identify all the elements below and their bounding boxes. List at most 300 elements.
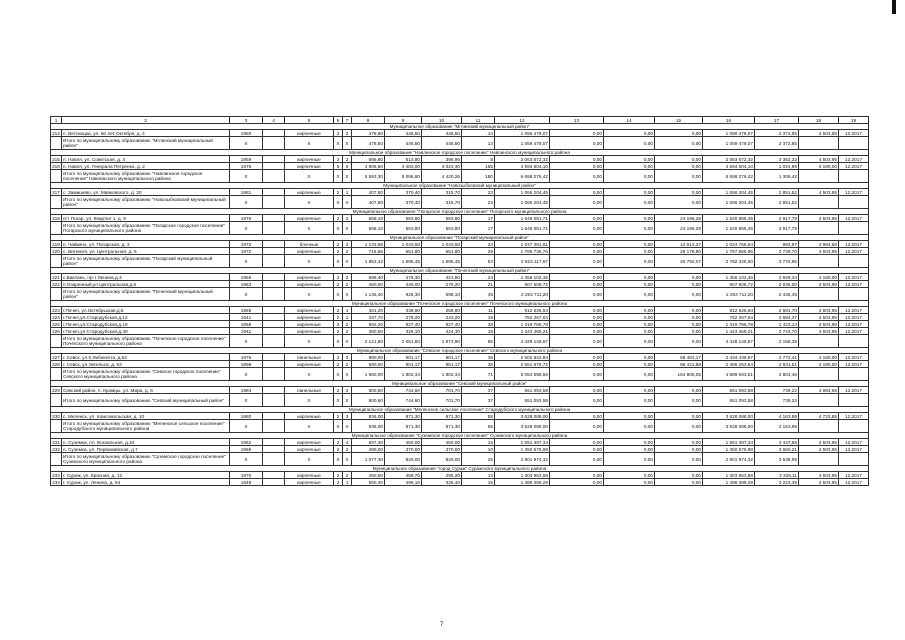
table-cell: 4 180,00 <box>799 163 839 170</box>
table-cell: 0,00 <box>604 439 655 446</box>
table-cell: 1 066 204,45 <box>495 189 550 196</box>
table-cell: 686,40 <box>352 274 385 281</box>
table-cell: 0,00 <box>604 368 655 381</box>
table-cell: 370,00 <box>422 446 462 453</box>
table-cell: 0,00 <box>655 170 703 183</box>
table-cell: 0,00 <box>604 472 655 479</box>
table-cell: 4 163,99 <box>755 413 799 420</box>
table-cell: 40 792,07 <box>655 255 703 268</box>
column-number: 9 <box>385 117 422 124</box>
table-cell: 224 <box>52 314 60 320</box>
table-cell: кирпичные <box>285 446 334 453</box>
table-cell: 0,00 <box>655 156 703 163</box>
table-cell: 1 306,42 <box>755 170 799 183</box>
table-cell: 215 <box>52 156 60 162</box>
table-cell: 2 823 117,67 <box>495 255 550 268</box>
table-cell: 1 077,30 <box>352 453 385 466</box>
table-cell: 4 503,95 <box>799 439 839 446</box>
table-cell: 1 551 397,34 <box>703 439 755 446</box>
table-cell: 1 043,68 <box>385 241 422 248</box>
table-cell: 4 503,95 <box>799 321 839 328</box>
table-cell <box>263 215 285 222</box>
table-cell <box>799 394 839 407</box>
table-cell: 1 024,89 <box>755 163 799 170</box>
table-cell: 2 <box>343 281 352 288</box>
table-cell: 0,00 <box>604 354 655 361</box>
table-cell: 0,00 <box>550 255 604 268</box>
table-row <box>51 241 869 248</box>
table-cell: 479,30 <box>385 274 422 281</box>
table-cell: Севский район, п. Кромцы, ул. Мира, д. 5 <box>62 387 230 394</box>
table-cell: X <box>230 170 263 183</box>
table-cell: X <box>230 255 263 268</box>
table-cell <box>51 137 62 150</box>
table-cell: 1962 <box>230 439 263 446</box>
table-cell: 0,00 <box>550 137 604 150</box>
table-cell: 222 <box>52 281 60 287</box>
table-cell: 1 443 469,21 <box>703 328 755 335</box>
table-cell: 613,80 <box>385 156 422 163</box>
table-cell: 2 <box>343 446 352 453</box>
table-cell: 0,00 <box>655 472 703 479</box>
table-cell: 936,00 <box>352 413 385 420</box>
table-cell: 2 694,37 <box>755 314 799 321</box>
table-cell: 1 620 855,45 <box>703 215 755 222</box>
table-cell: 1948 <box>230 479 263 486</box>
table-cell: 1 620 855,45 <box>703 222 755 235</box>
table-cell: п. Навля, ул. Советская, д. 3 <box>62 156 230 163</box>
table-cell: кирпичные <box>285 361 334 368</box>
table-cell: 2 <box>334 314 343 321</box>
table-cell: 0,00 <box>604 248 655 255</box>
table-cell: 0,00 <box>550 321 604 328</box>
table-cell <box>799 420 839 433</box>
table-cell: X <box>285 394 334 407</box>
table-cell: 871,30 <box>385 420 422 433</box>
table-cell: 0,00 <box>655 274 703 281</box>
table-row <box>51 163 869 170</box>
table-cell: 4 163,99 <box>755 420 799 433</box>
table-cell: Итого по муниципальному образованию "Погарское городское поселение" Погарского муниципального района <box>62 222 230 235</box>
table-cell: 18 <box>462 328 495 335</box>
table-cell: 2 <box>334 387 343 394</box>
table-cell <box>799 368 839 381</box>
table-cell: 450,00 <box>422 439 462 446</box>
table-cell: 315,70 <box>422 196 462 209</box>
page-number: 7 <box>440 622 444 628</box>
table-cell: 0,00 <box>655 328 703 335</box>
table-cell: кирпичные <box>285 281 334 288</box>
table-cell: 0,00 <box>604 241 655 248</box>
table-cell: Итого по муниципальному образованию "Севский муниципальный район" <box>62 394 230 407</box>
table-cell: 12.2017 <box>839 314 869 321</box>
table-cell <box>839 335 869 348</box>
table-cell <box>263 196 285 209</box>
table-cell: 4 503,95 <box>799 215 839 222</box>
table-cell: 165 <box>462 163 495 170</box>
table-cell: 0,00 <box>604 387 655 394</box>
table-cell: X <box>343 453 352 466</box>
table-cell: 2 <box>334 130 343 137</box>
table-cell: 424,30 <box>422 328 462 335</box>
table-cell: 2 <box>343 472 352 479</box>
table-cell: 4 503,95 <box>799 328 839 335</box>
table-row <box>51 472 869 479</box>
table-cell: 0,00 <box>604 222 655 235</box>
table-cell: 55 <box>462 420 495 433</box>
table-cell: 6 658 276,42 <box>703 170 755 183</box>
table-cell: 1999 <box>230 361 263 368</box>
table-cell <box>51 255 62 268</box>
table-cell: 0,00 <box>550 420 604 433</box>
table-cell: 0,00 <box>550 288 604 301</box>
table-cell: 4 906,50 <box>352 163 385 170</box>
table-cell <box>263 248 285 255</box>
table-cell: 96 421,88 <box>655 361 703 368</box>
table-cell: г.Почеп,ул.Стародубская,д.12 <box>62 314 230 321</box>
table-cell: 0,00 <box>604 394 655 407</box>
table-cell: 1959 <box>230 156 263 163</box>
table-cell: 698,10 <box>422 288 462 301</box>
table-cell: Итого по муниципальному образованию "Новозыбковский муниципальный район" <box>62 196 230 209</box>
table-cell: 0,00 <box>550 170 604 183</box>
table-cell <box>839 137 869 150</box>
table-cell: 2 063 672,32 <box>703 156 755 163</box>
table-cell: 980,00 <box>352 354 385 361</box>
section-title: Муниципальное образование "Севский муниципальный район" <box>51 381 869 387</box>
table-cell: 2 502 822,84 <box>495 354 550 361</box>
table-cell: 4 180,00 <box>799 361 839 368</box>
table-cell: 871,30 <box>422 420 462 433</box>
table-row <box>51 281 869 288</box>
table-cell: 2 <box>343 274 352 281</box>
table-cell: 13 <box>462 130 495 137</box>
table-cell: 6 <box>343 163 352 170</box>
table-cell: 2 782 325,50 <box>703 255 755 268</box>
table-cell <box>799 137 839 150</box>
table-cell: 0,00 <box>655 137 703 150</box>
table-cell: 0,00 <box>550 361 604 368</box>
table-cell <box>839 453 869 466</box>
table-cell: 4 503,95 <box>799 248 839 255</box>
column-number: 12 <box>495 117 550 124</box>
table-cell: X <box>343 170 352 183</box>
table-cell: 24 <box>462 274 495 281</box>
table-cell: 315,70 <box>422 189 462 196</box>
table-cell: 701,70 <box>422 387 462 394</box>
table-cell: 232 <box>52 446 60 452</box>
table-cell <box>839 196 869 209</box>
table-cell: X <box>334 196 343 209</box>
table-cell: Итого по муниципальному образованию "Суземское городское поселение" Суземского муниципального района <box>62 453 230 466</box>
column-number: 8 <box>352 117 385 124</box>
table-cell: 2 <box>334 307 343 314</box>
table-cell <box>263 446 285 453</box>
table-cell <box>51 420 62 433</box>
table-cell: 460,50 <box>352 472 385 479</box>
table-cell <box>263 453 285 466</box>
table-cell: 651,80 <box>422 248 462 255</box>
table-cell <box>839 368 869 381</box>
table-cell: 1 146,40 <box>352 288 385 301</box>
table-cell: 2 <box>334 439 343 446</box>
table-cell: 2 <box>334 241 343 248</box>
table-cell: 1 852,42 <box>352 255 385 268</box>
section-title: Муниципальное образование "Меленское сельское поселение" Стародубского муниципального района <box>51 407 869 413</box>
table-cell: 1 024 768,54 <box>703 241 755 248</box>
table-cell: 0,00 <box>655 413 703 420</box>
table-cell <box>799 288 839 301</box>
table-cell: X <box>230 137 263 150</box>
table-cell: 10 <box>462 446 495 453</box>
table-cell: 1 488 399,29 <box>703 479 755 486</box>
section-title: Муниципальное образование "Почепское городское поселение" Почепского муниципального района <box>51 301 869 307</box>
table-cell: 0,00 <box>604 255 655 268</box>
column-number: 6 <box>334 117 343 124</box>
table-row <box>51 156 869 163</box>
table-cell: 0,00 <box>550 354 604 361</box>
table-cell: 3 447,55 <box>755 439 799 446</box>
table-cell: 744,60 <box>385 394 422 407</box>
table-cell: X <box>343 420 352 433</box>
table-cell: 12.2017 <box>839 479 869 486</box>
table-cell: 0,00 <box>550 453 604 466</box>
table-cell: 2 <box>334 479 343 486</box>
table-cell: п. Ветлющка, ул. 60 лет Октября, д. 4 <box>62 130 230 137</box>
table-cell: 901,17 <box>385 361 422 368</box>
table-cell: 3 <box>343 354 352 361</box>
table-cell: 12.2017 <box>839 156 869 163</box>
table-cell: 12.2017 <box>839 328 869 335</box>
column-number: 3 <box>230 117 263 124</box>
table-cell: 2 743,70 <box>755 328 799 335</box>
table-cell: X <box>285 453 334 466</box>
table-cell: 0,00 <box>655 453 703 466</box>
table-cell: X <box>285 420 334 433</box>
table-cell: 1 319 786,78 <box>495 321 550 328</box>
table-cell <box>51 394 62 407</box>
table-cell: 164 905,05 <box>655 368 703 381</box>
table-cell: 446,00 <box>385 281 422 288</box>
table-cell: 4 503,95 <box>799 189 839 196</box>
table-cell: 2 <box>334 413 343 420</box>
table-cell: 0,00 <box>550 368 604 381</box>
table-cell: Итого по муниципальному образованию "Почепский муниципальный район" <box>62 288 230 301</box>
table-cell: 2 <box>334 361 343 368</box>
table-cell <box>263 368 285 381</box>
table-cell: кирпичные <box>285 130 334 137</box>
table-cell: X <box>334 453 343 466</box>
table-cell: 2 263 711,20 <box>703 288 755 301</box>
table-cell: 563,80 <box>385 215 422 222</box>
table-cell: 927,40 <box>385 321 422 328</box>
table-cell: X <box>343 394 352 407</box>
table-cell: 0,00 <box>655 479 703 486</box>
table-cell: 234 <box>52 479 60 485</box>
table-cell: 4 180,00 <box>799 354 839 361</box>
table-cell: кирпичные <box>285 274 334 281</box>
table-cell: 752 267,04 <box>495 314 550 321</box>
table-cell: 550,30 <box>352 479 385 486</box>
table-cell: 0,00 <box>604 321 655 328</box>
table-cell: 2 <box>334 472 343 479</box>
table-cell: 2 263 711,20 <box>495 288 550 301</box>
table-cell: 24 <box>462 241 495 248</box>
table-cell: 496,10 <box>385 479 422 486</box>
column-number: 19 <box>839 117 869 124</box>
table-cell: с. Витемля, ул. Центральная, д. 5 <box>62 248 230 255</box>
section-title: Муниципальное образование "Суземское городское поселение" Суземского муниципального района <box>51 433 869 439</box>
table-cell: 347,70 <box>352 314 385 321</box>
table-cell: 0,00 <box>604 314 655 321</box>
table-cell: 0,00 <box>604 196 655 209</box>
table-cell: X <box>230 368 263 381</box>
table-cell: 15 <box>462 479 495 486</box>
table-cell: 1970 <box>230 472 263 479</box>
table-cell: X <box>343 196 352 209</box>
table-cell: п.Озаренный,ул.Центральная,д.6 <box>62 281 230 288</box>
table-cell: 4 889 693,51 <box>703 368 755 381</box>
table-cell: 370,40 <box>385 189 422 196</box>
table-cell <box>263 321 285 328</box>
table-cell: 1 059 478,07 <box>495 137 550 150</box>
table-cell: 4 984,65 <box>799 387 839 394</box>
table-cell: 24 196,28 <box>655 215 703 222</box>
table-cell: 228 <box>52 361 60 367</box>
table-cell: 0,00 <box>604 420 655 433</box>
table-cell <box>263 472 285 479</box>
table-cell: 0,00 <box>655 314 703 321</box>
table-cell: X <box>343 222 352 235</box>
table-cell: X <box>343 288 352 301</box>
table-cell: г.Почеп, ул.Октябрьская,д.5 <box>62 307 230 314</box>
table-cell: 800,60 <box>352 394 385 407</box>
table-cell: 0,00 <box>655 387 703 394</box>
table-cell: 279,20 <box>385 314 422 321</box>
table-cell: 17 <box>462 215 495 222</box>
table-cell <box>263 354 285 361</box>
total-row <box>51 196 869 209</box>
table-cell <box>263 420 285 433</box>
table-cell: 12.2017 <box>839 446 869 453</box>
table-cell: 0,00 <box>655 420 703 433</box>
table-cell: 5 096,80 <box>385 170 422 183</box>
table-cell: X <box>285 288 334 301</box>
table-cell: 1 551 397,34 <box>495 439 550 446</box>
section-title: Муниципальное образование "Погарское городское поселение" Погарского муниципального района <box>51 209 869 215</box>
table-cell: 11 <box>462 307 495 314</box>
total-row <box>51 368 869 381</box>
table-cell: 1 356 102,46 <box>703 274 755 281</box>
table-cell: 1 303 963,58 <box>495 472 550 479</box>
table-cell: 4 483,00 <box>385 163 422 170</box>
table-cell: 1 645 051,71 <box>495 222 550 235</box>
table-cell: 4 503,95 <box>799 472 839 479</box>
table-cell: 12.2017 <box>839 439 869 446</box>
table-cell: 901,17 <box>422 354 462 361</box>
table-cell <box>263 170 285 183</box>
section-title: Муниципальное образование "Навлинское городское поселение" Навлинского муниципального района <box>51 150 869 156</box>
table-cell: 0,00 <box>550 130 604 137</box>
table-cell: с.Баклань, пр-т Ленина,д.3 <box>62 274 230 281</box>
table-cell: 226 <box>52 328 60 334</box>
table-cell: 2 <box>343 248 352 255</box>
table-cell: 2 <box>343 387 352 394</box>
table-cell: 1 785 736,76 <box>495 248 550 255</box>
table-cell <box>263 281 285 288</box>
table-cell: 4 420,26 <box>422 170 462 183</box>
table-cell: 1 350 576,98 <box>495 446 550 453</box>
column-number: 15 <box>655 117 703 124</box>
table-cell <box>799 255 839 268</box>
column-number: 2 <box>62 117 230 124</box>
table-cell: 12.2017 <box>839 274 869 281</box>
table-cell: X <box>334 137 343 150</box>
section-title: Муниципальное образование "Мглинский муниципальный район" <box>51 124 869 130</box>
table-cell: 2 <box>343 130 352 137</box>
table-cell: 0,00 <box>655 196 703 209</box>
column-number: 5 <box>285 117 334 124</box>
table-cell: 0,00 <box>604 328 655 335</box>
table-row <box>51 387 869 394</box>
table-cell: 3 733,96 <box>755 255 799 268</box>
table-cell: 1965 <box>230 274 263 281</box>
table-cell: 1941 <box>230 328 263 335</box>
table-cell: 24 196,28 <box>655 222 703 235</box>
table-cell: 0,00 <box>550 472 604 479</box>
table-cell: 23 <box>462 196 495 209</box>
table-cell: X <box>343 335 352 348</box>
table-cell: 2 851,52 <box>755 189 799 196</box>
column-number-row <box>51 117 869 124</box>
table-cell: 0,00 <box>655 321 703 328</box>
table-cell: 0,00 <box>604 446 655 453</box>
table-cell <box>263 479 285 486</box>
table-cell: 12.2017 <box>839 163 869 170</box>
table-cell <box>263 314 285 321</box>
table-cell: 907 608,72 <box>703 281 755 288</box>
table-cell: 4 984,65 <box>799 241 839 248</box>
table-cell: 1 319 786,78 <box>703 321 755 328</box>
table-row <box>51 413 869 420</box>
table-cell: 0,00 <box>655 394 703 407</box>
table-cell: 216 <box>52 163 60 169</box>
table-cell: 219 <box>52 241 60 247</box>
table-cell <box>839 222 869 235</box>
table-cell: 4 503,95 <box>799 314 839 321</box>
table-cell: X <box>230 394 263 407</box>
table-cell: 563,80 <box>385 222 422 235</box>
table-cell: 380,50 <box>352 328 385 335</box>
table-cell: п. Навля, ул. Генерала Петренко, д. 2 <box>62 163 230 170</box>
table-cell: 1 695,48 <box>385 255 422 268</box>
table-row <box>51 215 869 222</box>
table-cell <box>263 130 285 137</box>
table-cell <box>263 328 285 335</box>
table-cell: 218 <box>52 215 60 221</box>
table-cell: с. Замишево, ул. Маяковского, д. 20 <box>62 189 230 196</box>
table-cell: 23 <box>462 189 495 196</box>
table-cell: 2 804,46 <box>755 368 799 381</box>
table-cell: 0,00 <box>550 189 604 196</box>
table-row <box>51 248 869 255</box>
table-cell: 936,00 <box>352 420 385 433</box>
table-cell: 12.2017 <box>839 215 869 222</box>
table-cell <box>263 335 285 348</box>
table-cell: Итого по муниципальному образованию "Меленское сельское поселение" Стародубского муниципального района <box>62 420 230 433</box>
table-cell: 907 608,72 <box>495 281 550 288</box>
table-cell <box>839 255 869 268</box>
